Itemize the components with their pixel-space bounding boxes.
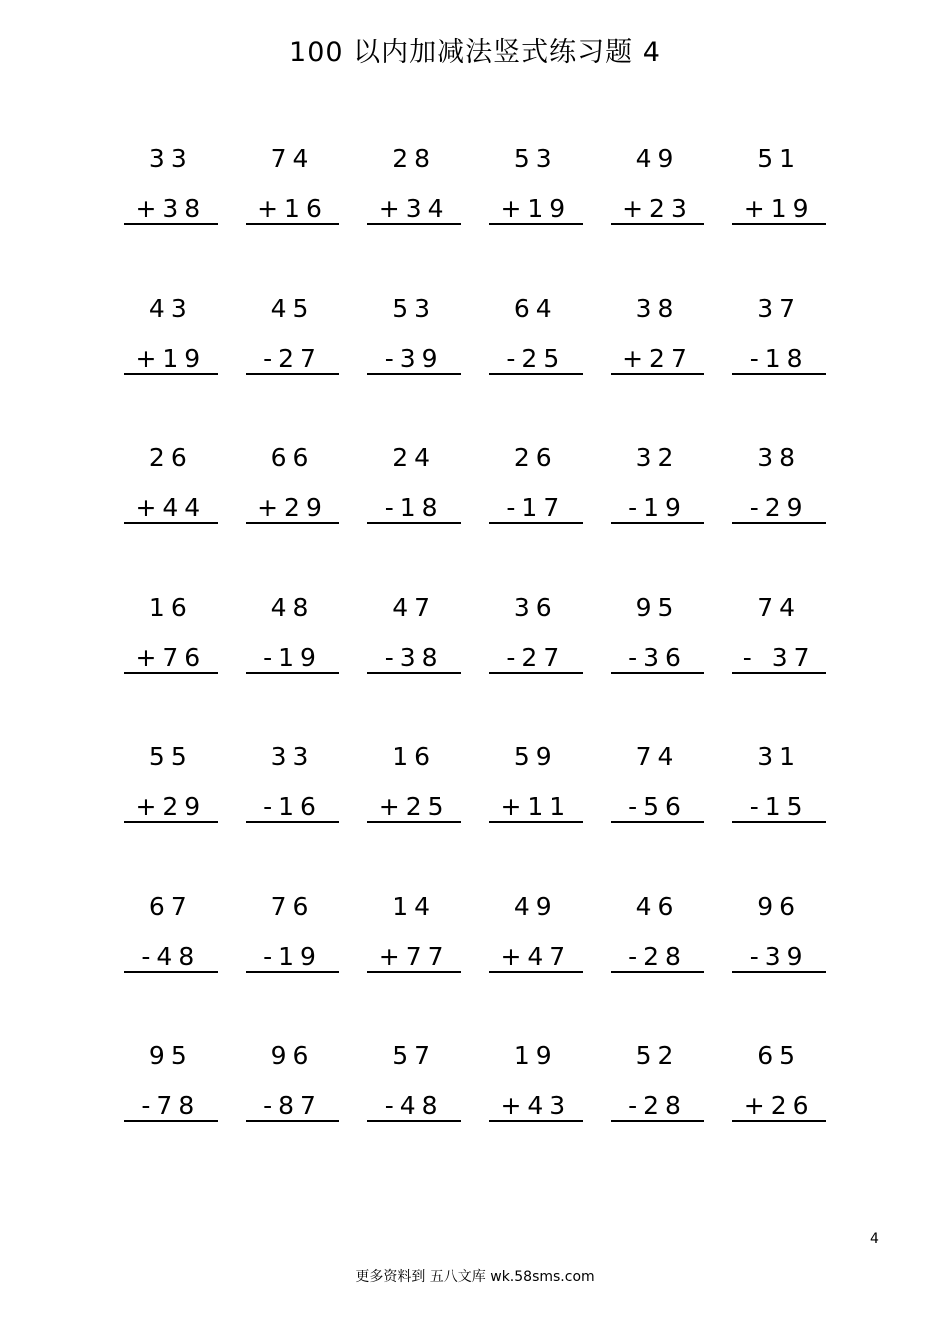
top-number: 33: [148, 144, 193, 173]
operator-operand: -39: [749, 941, 809, 971]
problem-1: [110, 140, 232, 290]
answer-line: [246, 821, 340, 823]
operator-operand: +43: [500, 1091, 572, 1120]
problem-22: [475, 589, 597, 739]
answer-line: [124, 522, 218, 524]
problem-9: [353, 290, 475, 440]
top-number: 28: [392, 144, 437, 173]
answer-line: [611, 223, 705, 225]
operator-operand: -28: [628, 941, 687, 971]
top-number: 49: [513, 891, 558, 921]
top-number: 47: [392, 592, 437, 622]
top-number: 37: [757, 293, 802, 323]
operator-operand: +19: [743, 194, 815, 223]
answer-line: [732, 522, 826, 524]
answer-line: [124, 971, 218, 973]
top-number: 24: [392, 443, 437, 472]
top-number: 38: [635, 293, 680, 323]
answer-line: [246, 223, 340, 225]
page-title: 100 以内加减法竖式练习题 4: [289, 37, 661, 68]
answer-line: [489, 672, 583, 674]
answer-line: [489, 223, 583, 225]
top-number: 16: [148, 592, 193, 622]
problem-grid: [110, 140, 840, 1187]
operator-operand: -87: [263, 1091, 322, 1120]
operator-operand: -29: [749, 493, 809, 522]
problem-27: [353, 738, 475, 888]
problem-17: [597, 439, 719, 589]
answer-line: [489, 1120, 583, 1122]
top-number: 65: [757, 1041, 802, 1070]
top-number: 45: [270, 293, 315, 323]
operator-operand: -48: [384, 1091, 444, 1120]
problem-33: [353, 888, 475, 1038]
answer-line: [124, 223, 218, 225]
operator-operand: +44: [135, 493, 207, 522]
operator-operand: -28: [628, 1091, 687, 1120]
problem-21: [353, 589, 475, 739]
problem-30: [718, 738, 840, 888]
answer-line: [367, 971, 461, 973]
problem-8: [232, 290, 354, 440]
operator-operand: +26: [743, 1091, 815, 1120]
problem-20: [232, 589, 354, 739]
answer-line: [246, 373, 340, 375]
operator-operand: +25: [378, 792, 450, 821]
problem-11: [597, 290, 719, 440]
answer-line: [367, 223, 461, 225]
problem-37: [110, 1037, 232, 1187]
problem-26: [232, 738, 354, 888]
answer-line: [732, 971, 826, 973]
operator-operand: +29: [135, 792, 207, 821]
answer-line: [367, 522, 461, 524]
top-number: 36: [513, 592, 558, 622]
top-number: 53: [392, 293, 437, 323]
top-number: 95: [635, 592, 680, 622]
top-number: 26: [148, 443, 193, 472]
top-number: 57: [392, 1041, 437, 1070]
answer-line: [246, 522, 340, 524]
top-number: 64: [513, 293, 558, 323]
operator-operand: +27: [622, 343, 693, 373]
footer-text: 更多资料到 五八文库 wk.58sms.com: [355, 1269, 595, 1285]
answer-line: [124, 373, 218, 375]
answer-line: [611, 522, 705, 524]
operator-operand: -17: [506, 493, 566, 522]
top-number: 31: [757, 742, 802, 771]
page-number: 4: [870, 1231, 879, 1247]
answer-line: [124, 1120, 218, 1122]
problem-15: [353, 439, 475, 589]
operator-operand: -39: [384, 343, 444, 373]
answer-line: [367, 672, 461, 674]
operator-operand: -27: [506, 642, 566, 672]
problem-12: [718, 290, 840, 440]
problem-41: [597, 1037, 719, 1187]
answer-line: [732, 821, 826, 823]
answer-line: [246, 971, 340, 973]
problem-7: [110, 290, 232, 440]
top-number: 96: [757, 891, 802, 921]
answer-line: [489, 821, 583, 823]
top-number: 74: [757, 592, 802, 622]
top-number: 67: [148, 891, 193, 921]
operator-operand: +16: [257, 194, 328, 223]
top-number: 32: [635, 443, 680, 472]
problem-39: [353, 1037, 475, 1187]
operator-operand: -38: [384, 642, 444, 672]
problem-31: [110, 888, 232, 1038]
top-number: 49: [635, 144, 680, 173]
answer-line: [124, 821, 218, 823]
operator-operand: +38: [135, 194, 207, 223]
answer-line: [611, 971, 705, 973]
problem-38: [232, 1037, 354, 1187]
answer-line: [611, 821, 705, 823]
answer-line: [732, 672, 826, 674]
top-number: 74: [635, 742, 680, 771]
answer-line: [124, 672, 218, 674]
problem-14: [232, 439, 354, 589]
operator-operand: -18: [384, 493, 444, 522]
problem-28: [475, 738, 597, 888]
top-number: 48: [270, 592, 315, 622]
top-number: 38: [757, 443, 802, 472]
operator-operand: +23: [622, 194, 693, 223]
answer-line: [367, 373, 461, 375]
operator-operand: +11: [500, 792, 572, 821]
top-number: 66: [270, 443, 315, 472]
operator-operand: -36: [628, 642, 687, 672]
answer-line: [611, 373, 705, 375]
operator-operand: +34: [378, 194, 450, 223]
answer-line: [489, 522, 583, 524]
problem-10: [475, 290, 597, 440]
operator-operand: -27: [263, 343, 322, 373]
top-number: 14: [392, 891, 437, 921]
answer-line: [246, 672, 340, 674]
answer-line: [732, 223, 826, 225]
operator-operand: +77: [378, 941, 450, 971]
top-number: 76: [270, 891, 315, 921]
top-number: 59: [513, 742, 558, 771]
problem-32: [232, 888, 354, 1038]
operator-operand: -16: [263, 792, 322, 821]
problem-13: [110, 439, 232, 589]
operator-operand: -15: [749, 792, 809, 821]
problem-16: [475, 439, 597, 589]
top-number: 52: [635, 1041, 680, 1070]
operator-operand: +76: [135, 642, 207, 672]
problem-6: [718, 140, 840, 290]
operator-operand: - 37: [742, 642, 816, 672]
problem-34: [475, 888, 597, 1038]
operator-operand: -25: [506, 343, 566, 373]
top-number: 96: [270, 1041, 315, 1070]
answer-line: [489, 971, 583, 973]
problem-19: [110, 589, 232, 739]
problem-40: [475, 1037, 597, 1187]
answer-line: [732, 1120, 826, 1122]
problem-23: [597, 589, 719, 739]
answer-line: [489, 373, 583, 375]
operator-operand: -56: [628, 792, 687, 821]
problem-42: [718, 1037, 840, 1187]
answer-line: [732, 373, 826, 375]
top-number: 16: [392, 742, 437, 771]
top-number: 55: [148, 742, 193, 771]
operator-operand: -19: [628, 493, 687, 522]
operator-operand: +47: [500, 941, 572, 971]
top-number: 53: [513, 144, 558, 173]
answer-line: [246, 1120, 340, 1122]
problem-35: [597, 888, 719, 1038]
operator-operand: -18: [749, 343, 809, 373]
problem-3: [353, 140, 475, 290]
top-number: 33: [270, 742, 315, 771]
operator-operand: +19: [135, 343, 207, 373]
problem-25: [110, 738, 232, 888]
top-number: 95: [148, 1041, 193, 1070]
problem-36: [718, 888, 840, 1038]
operator-operand: -78: [141, 1091, 201, 1120]
top-number: 51: [757, 144, 802, 173]
operator-operand: +29: [257, 493, 328, 522]
operator-operand: -19: [263, 642, 322, 672]
problem-2: [232, 140, 354, 290]
top-number: 19: [513, 1041, 558, 1070]
top-number: 46: [635, 891, 680, 921]
problem-5: [597, 140, 719, 290]
top-number: 43: [148, 293, 193, 323]
problem-29: [597, 738, 719, 888]
answer-line: [367, 1120, 461, 1122]
answer-line: [367, 821, 461, 823]
operator-operand: -19: [263, 941, 322, 971]
top-number: 26: [513, 443, 558, 472]
top-number: 74: [270, 144, 315, 173]
operator-operand: +19: [500, 194, 572, 223]
answer-line: [611, 672, 705, 674]
problem-4: [475, 140, 597, 290]
problem-24: [718, 589, 840, 739]
problem-18: [718, 439, 840, 589]
answer-line: [611, 1120, 705, 1122]
operator-operand: -48: [141, 941, 201, 971]
